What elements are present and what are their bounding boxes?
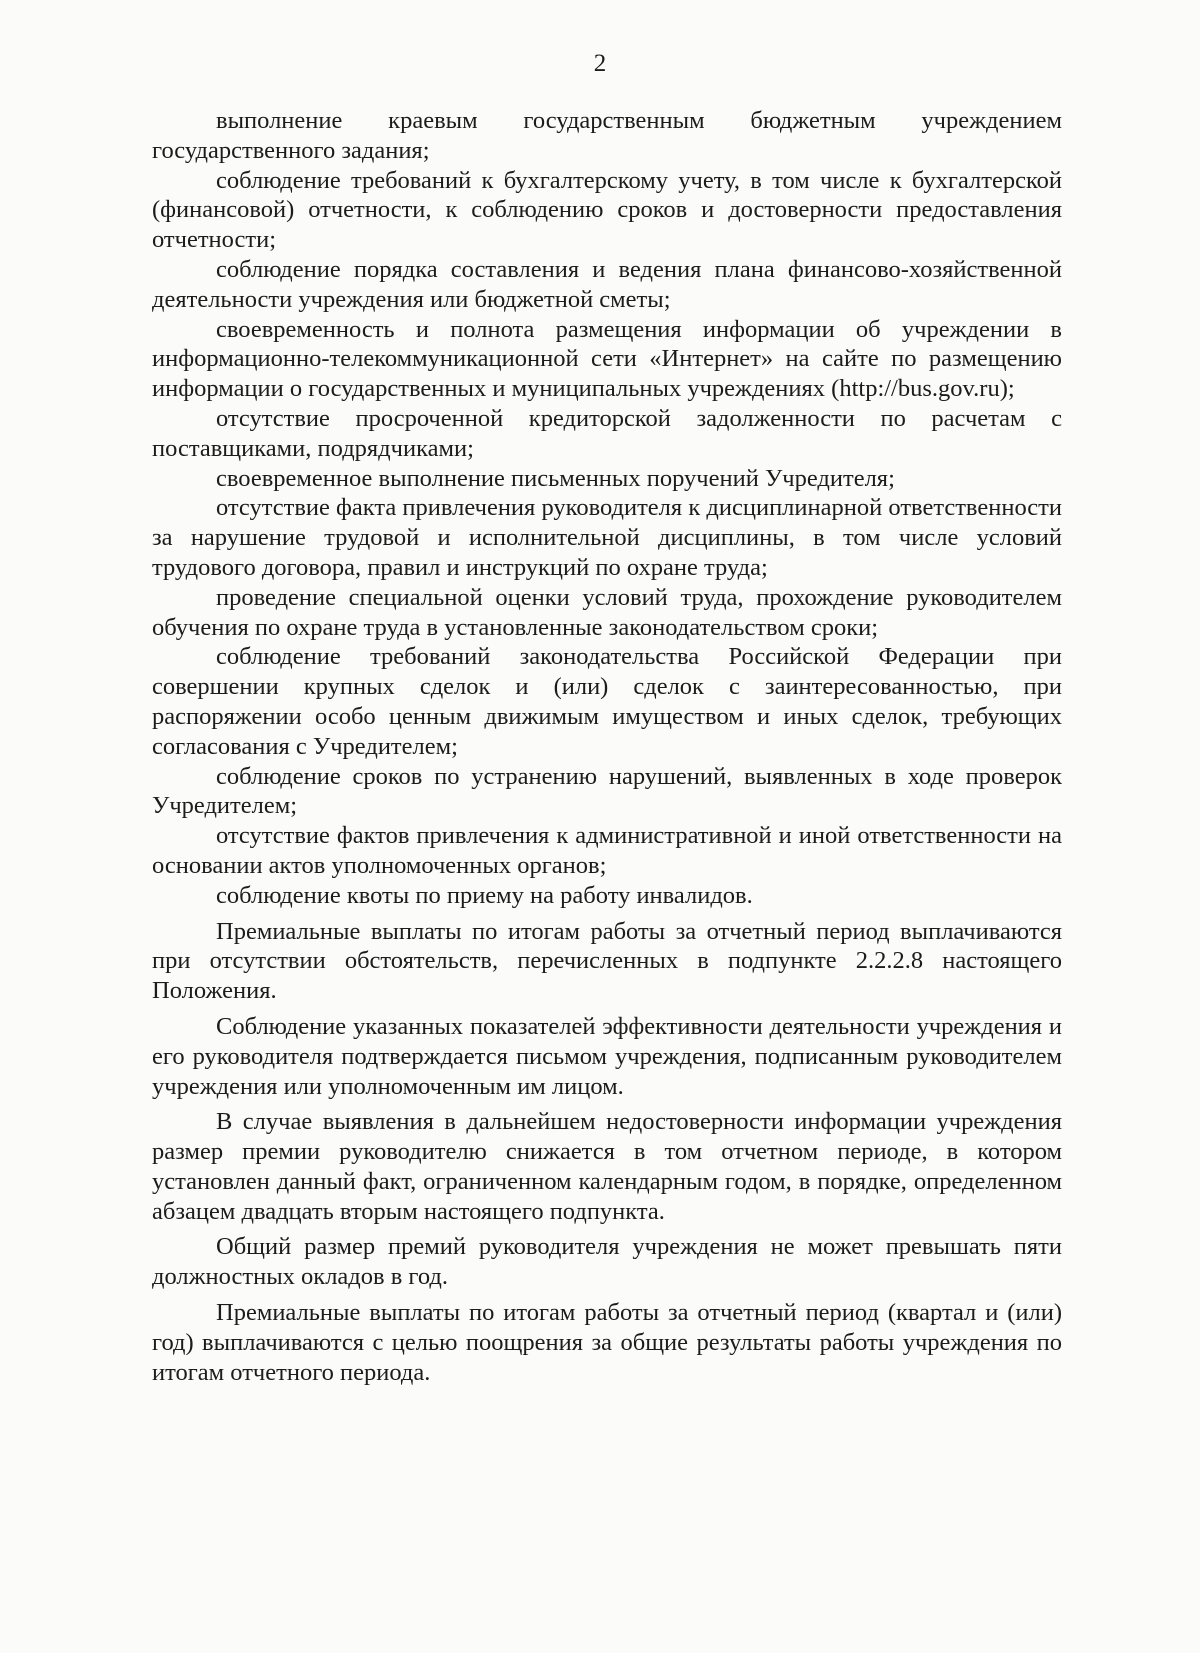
paragraph: отсутствие факта привлечения руководителя к дисциплинарной ответственности за нарушение трудовой и исполнительной дисциплины, в том числе условий трудового договора, правил и инструкций по охране труда; xyxy=(152,494,1062,581)
paragraph: Общий размер премий руководителя учреждения не может превышать пяти должностных окладов в год. xyxy=(152,1233,1062,1291)
paragraph: своевременное выполнение письменных поручений Учредителя; xyxy=(216,464,895,492)
page-number: 2 xyxy=(593,50,607,77)
paragraph: В случае выявления в дальнейшем недостоверности информации учреждения размер премии руководителю снижается в том отчетном периоде, в котором установлен данный факт, ограниченном календарным годом, в порядке, определенном абзацем двадцать вторым настоящего подпункта. xyxy=(152,1108,1062,1225)
paragraph: соблюдение сроков по устранению нарушений, выявленных в ходе проверок Учредителем; xyxy=(152,762,1062,820)
paragraph: проведение специальной оценки условий труда, прохождение руководителем обучения по охране труда в установленные законодательством сроки; xyxy=(152,583,1062,641)
paragraph: соблюдение порядка составления и ведения плана финансово-хозяйственной деятельности учреждения или бюджетной сметы; xyxy=(152,255,1062,313)
paragraph: соблюдение квоты по приему на работу инвалидов. xyxy=(216,881,753,909)
paragraph: соблюдение требований законодательства Российской Федерации при совершении крупных сделок и (или) сделок с заинтересованностью, при распоряжении особо ценным движимым имуществом и иных сделок, требующих согласования с Учредителем; xyxy=(152,643,1062,760)
paragraph: отсутствие просроченной кредиторской задолженности по расчетам с поставщиками, подрядчиками; xyxy=(152,404,1062,462)
paragraph: Соблюдение указанных показателей эффективности деятельности учреждения и его руководителя подтверждается письмом учреждения, подписанным руководителем учреждения или уполномоченным им лицом. xyxy=(152,1012,1062,1100)
paragraph: отсутствие фактов привлечения к административной и иной ответственности на основании актов уполномоченных органов; xyxy=(152,822,1062,879)
paragraph: выполнение краевым государственным бюджетным учреждением государственного задания; xyxy=(152,107,1062,164)
paragraph: соблюдение требований к бухгалтерскому учету, в том числе к бухгалтерской (финансовой) отчетности, к соблюдению сроков и достоверности предоставления отчетности; xyxy=(152,166,1062,254)
paragraph: Премиальные выплаты по итогам работы за отчетный период (квартал и (или) год) выплачиваются с целью поощрения за общие результаты работы учреждения по итогам отчетного периода. xyxy=(152,1299,1062,1386)
document-body xyxy=(152,106,1062,1387)
paragraph: Премиальные выплаты по итогам работы за отчетный период выплачиваются при отсутствии обстоятельств, перечисленных в подпункте 2.2.2.8 настоящего Положения. xyxy=(152,917,1062,1005)
paragraph: своевременность и полнота размещения информации об учреждении в информационно-телекоммуникационной сети «Интернет» на сайте по размещению информации о государственных и муниципальных учреждениях (http://bus.gov.ru); xyxy=(152,315,1062,403)
